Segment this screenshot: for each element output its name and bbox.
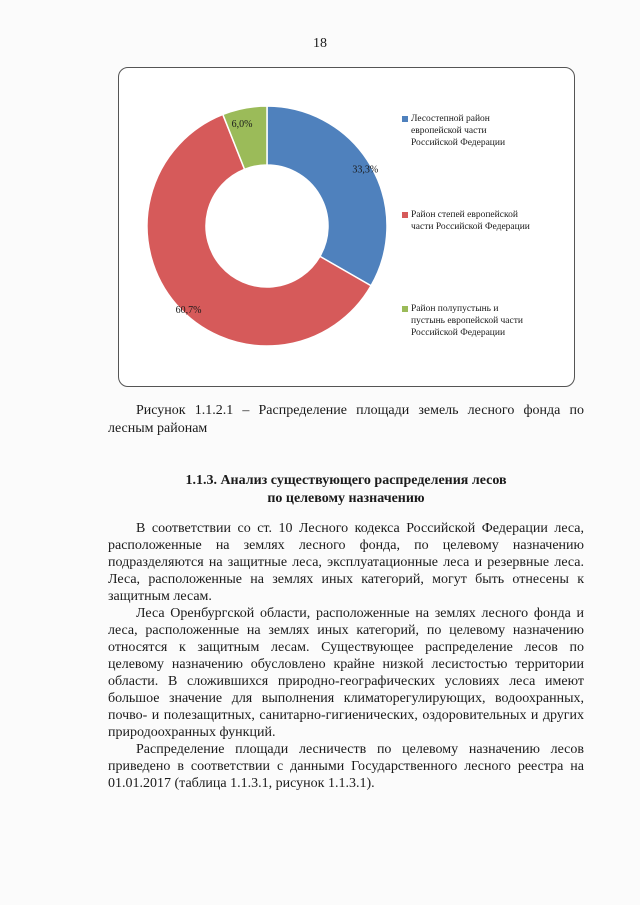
chart-frame — [118, 67, 575, 387]
page-number: 18 — [313, 36, 327, 51]
legend-item-forest-steppe — [402, 113, 567, 149]
legend-swatch — [402, 212, 408, 218]
legend-item-semidesert — [402, 303, 567, 339]
legend-swatch — [402, 116, 408, 122]
body-text — [108, 520, 584, 792]
slice-label-forest-steppe: 33,3% — [352, 164, 379, 176]
section-title: 1.1.3. Анализ существующего распределения лесов по целевому назначению — [185, 473, 507, 506]
paragraph-3: Распределение площади лесничеств по целевому назначению лесов приведено в соответствии с данными Государственного лесного реестра на 01.01.2017 (таблица 1.1.3.1, рисунок 1.1.3.1). — [108, 742, 584, 791]
legend-label: Район полупустынь и пустынь европейской части Российской Федерации — [411, 304, 523, 338]
legend-label: Район степей европейской части Российской Федерации — [411, 210, 530, 232]
slice-label-semidesert: 6,0% — [231, 119, 253, 131]
slice-forest-steppe — [267, 106, 387, 286]
paragraph-2: Леса Оренбургской области, расположенные на землях лесного фонда и леса, расположенные на землях иных категорий, по целевому назначению относятся к защитным лесам. Существующее распределение лесов по целевому назначению обусловлено крайне низкой лесистостью территории области. В сложившихся природно-географических условиях леса имеют большое значение для выполнения климаторегулирующих, водоохранных, почво- и полезащитных, санитарно-гигиенических, оздоровительных и других природоохранных функций. — [108, 606, 584, 740]
legend-swatch — [402, 306, 408, 312]
figure-caption: Рисунок 1.1.2.1 – Распределение площади земель лесного фонда по лесным районам — [108, 403, 584, 436]
slice-label-steppe: 60,7% — [175, 305, 202, 317]
legend-label: Лесостепной район европейской части Российской Федерации — [411, 114, 506, 148]
paragraph-1: В соответствии со ст. 10 Лесного кодекса Российской Федерации леса, расположенные на землях лесного фонда, по целевому назначению подразделяются на защитные леса, эксплуатационные леса и резервные леса. Леса, расположенные на землях иных категорий, могут быть отнесены к защитным лесам. — [108, 521, 584, 604]
legend-item-steppe — [402, 209, 567, 233]
